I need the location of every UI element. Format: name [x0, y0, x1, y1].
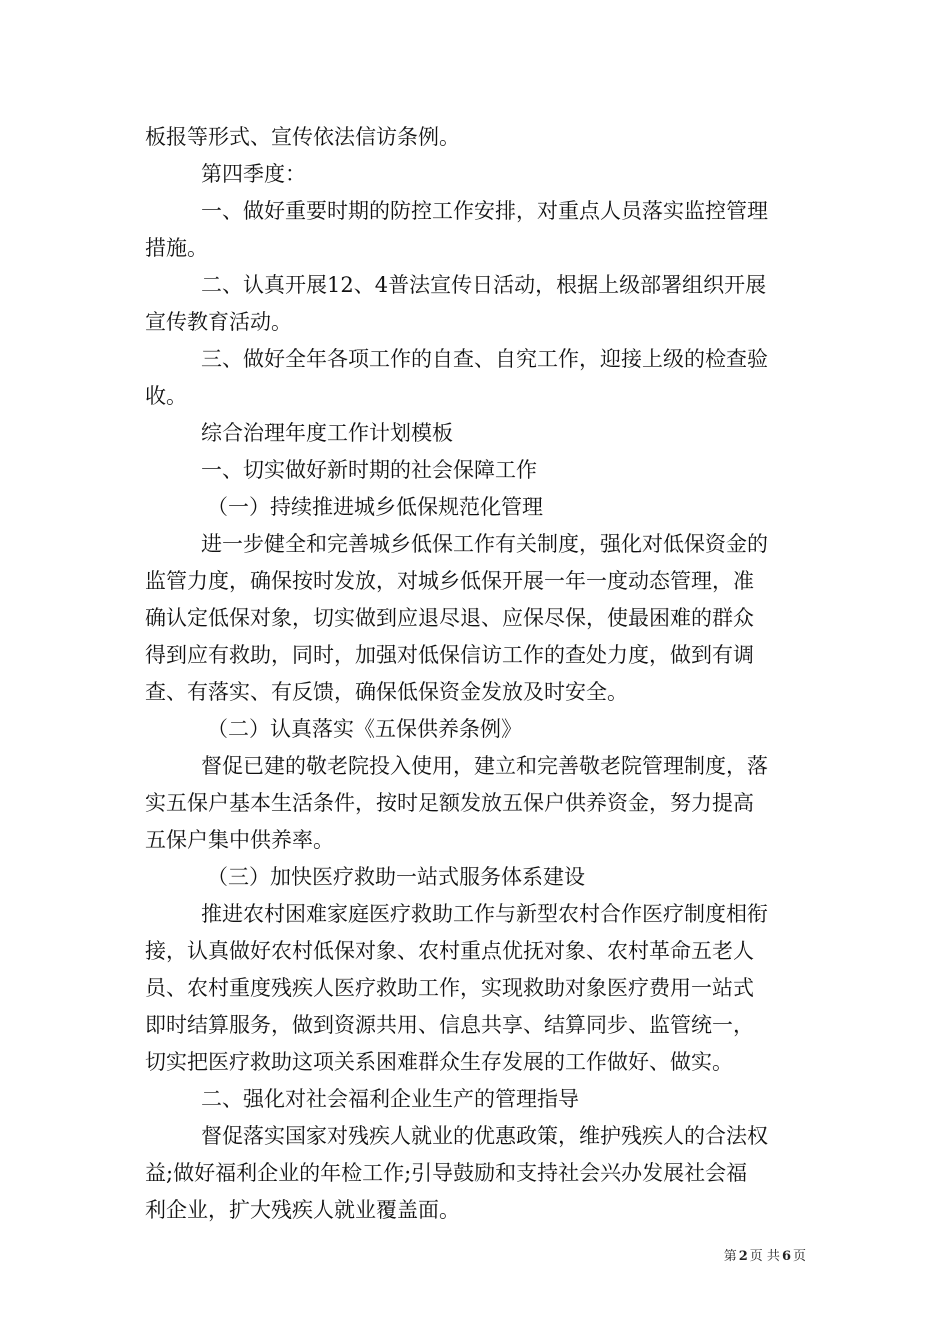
footer-suffix: 页	[792, 1249, 806, 1264]
text-line: 进一步健全和完善城乡低保工作有关制度，强化对低保资金的	[201, 532, 768, 556]
text-line: 一、切实做好新时期的社会保障工作	[201, 458, 537, 482]
text-line: 收。	[145, 384, 187, 408]
footer-middle: 页 共	[749, 1249, 780, 1264]
text-line: 员、农村重度残疾人医疗救助工作，实现救助对象医疗费用一站式	[145, 976, 754, 1000]
text-line: 监管力度，确保按时发放，对城乡低保开展一年一度动态管理，准	[145, 569, 754, 593]
text-line: 接，认真做好农村低保对象、农村重点优抚对象、农村革命五老人	[145, 939, 754, 963]
total-pages-number: 6	[781, 1249, 791, 1264]
page-footer	[724, 1248, 806, 1266]
text-line: 益;做好福利企业的年检工作;引导鼓励和支持社会兴办发展社会福	[145, 1161, 748, 1185]
current-page-number: 2	[738, 1249, 748, 1264]
text-line: 板报等形式、宣传依法信访条例。	[145, 125, 460, 149]
footer-prefix: 第	[723, 1249, 737, 1264]
text-line: 一、做好重要时期的防控工作安排，对重点人员落实监控管理	[201, 199, 768, 223]
text-line: 切实把医疗救助这项关系困难群众生存发展的工作做好、做实。	[145, 1050, 733, 1074]
text-line: 综合治理年度工作计划模板	[201, 421, 453, 445]
text-line: 确认定低保对象，切实做到应退尽退、应保尽保，使最困难的群众	[145, 606, 754, 630]
document-body	[145, 119, 807, 1229]
text-line: （三）加快医疗救助一站式服务体系建设	[207, 865, 585, 889]
text-line: 查、有落实、有反馈，确保低保资金发放及时安全。	[145, 680, 628, 704]
text-line: 措施。	[145, 236, 208, 260]
text-line: 宣传教育活动。	[145, 310, 292, 334]
text-line: 五保户集中供养率。	[145, 828, 334, 852]
text-line: 二、认真开展12、4普法宣传日活动，根据上级部署组织开展	[201, 273, 767, 297]
text-line: （一）持续推进城乡低保规范化管理	[207, 495, 543, 519]
text-line: 督促已建的敬老院投入使用，建立和完善敬老院管理制度，落	[201, 754, 768, 778]
text-line: 三、做好全年各项工作的自查、自究工作，迎接上级的检查验	[201, 347, 768, 371]
text-line: 督促落实国家对残疾人就业的优惠政策，维护残疾人的合法权	[201, 1124, 768, 1148]
text-line: 利企业，扩大残疾人就业覆盖面。	[145, 1198, 460, 1222]
text-line: 即时结算服务，做到资源共用、信息共享、结算同步、监管统一，	[145, 1013, 754, 1037]
text-line: 二、强化对社会福利企业生产的管理指导	[201, 1087, 579, 1111]
text-line: 推进农村困难家庭医疗救助工作与新型农村合作医疗制度相衔	[201, 902, 768, 926]
text-line: （二）认真落实《五保供养条例》	[207, 717, 522, 741]
text-line: 第四季度：	[201, 162, 306, 186]
text-line: 实五保户基本生活条件，按时足额发放五保户供养资金，努力提高	[145, 791, 754, 815]
text-line: 得到应有救助，同时，加强对低保信访工作的查处力度，做到有调	[145, 643, 754, 667]
